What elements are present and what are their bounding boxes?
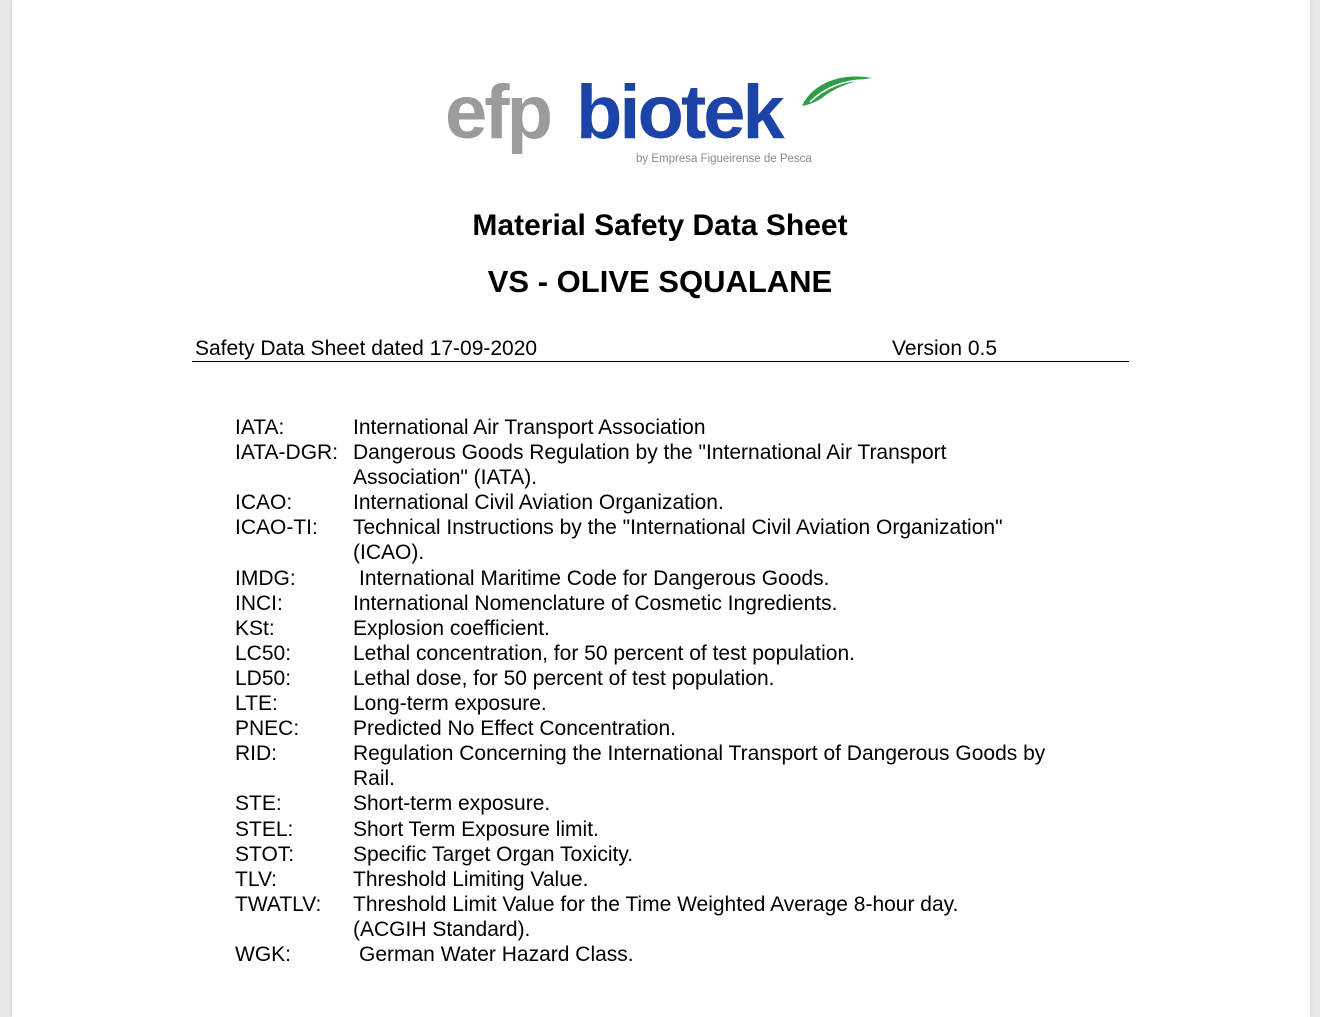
sheet-date: Safety Data Sheet dated 17-09-2020 <box>195 337 538 360</box>
glossary-row <box>235 817 1095 842</box>
glossary-definition: International Maritime Code for Dangerous Goods. <box>359 566 830 590</box>
glossary-term: ICAO: <box>235 491 293 515</box>
glossary-definition: Technical Instructions by the "International Civil Aviation Organization" (ICAO). <box>353 516 1003 565</box>
glossary-row <box>235 440 1095 490</box>
glossary-definition: Lethal concentration, for 50 percent of test population. <box>353 641 856 665</box>
glossary-term: LC50: <box>235 641 292 665</box>
glossary-term: STE: <box>235 792 282 816</box>
glossary-definition: Dangerous Goods Regulation by the "International Air Transport Association" (IATA). <box>353 441 947 490</box>
glossary-row <box>235 591 1095 616</box>
glossary-term: IMDG: <box>235 566 296 590</box>
glossary-term: STEL: <box>235 817 294 841</box>
glossary-term: LTE: <box>235 692 278 716</box>
glossary-term: STOT: <box>235 842 295 866</box>
glossary-definition: Lethal dose, for 50 percent of test population. <box>353 666 775 690</box>
glossary-row <box>235 741 1095 791</box>
glossary-definition: Explosion coefficient. <box>353 616 550 640</box>
abbreviations-glossary <box>235 415 1095 967</box>
glossary-term: TWATLV: <box>235 892 322 916</box>
glossary-definition: Short Term Exposure limit. <box>353 817 599 841</box>
logo-efp-text: efp <box>445 70 550 155</box>
glossary-row <box>235 616 1095 641</box>
glossary-row <box>235 716 1095 741</box>
glossary-definition: International Nomenclature of Cosmetic Ingredients. <box>353 591 838 615</box>
glossary-row <box>235 791 1095 816</box>
document-title: Material Safety Data Sheet <box>472 209 848 242</box>
header-divider <box>192 361 1129 362</box>
product-name: VS - OLIVE SQUALANE <box>487 264 833 299</box>
glossary-row <box>235 942 1095 967</box>
glossary-definition: Regulation Concerning the International Transport of Dangerous Goods by Rail. <box>353 742 1046 791</box>
glossary-row <box>235 566 1095 591</box>
glossary-definition: Long-term exposure. <box>353 692 547 716</box>
glossary-definition: German Water Hazard Class. <box>359 942 634 966</box>
glossary-row <box>235 415 1095 440</box>
glossary-definition: Threshold Limit Value for the Time Weighted Average 8-hour day. (ACGIH Standard). <box>353 892 959 941</box>
glossary-term: IATA-DGR: <box>235 441 339 465</box>
glossary-definition: Threshold Limiting Value. <box>353 867 589 891</box>
glossary-definition: Specific Target Organ Toxicity. <box>353 842 634 866</box>
glossary-row <box>235 892 1095 942</box>
glossary-definition: International Air Transport Association <box>353 416 706 439</box>
glossary-term: KSt: <box>235 616 275 640</box>
glossary-term: LD50: <box>235 666 292 690</box>
glossary-row <box>235 515 1095 565</box>
logo-biotek-text: biotek <box>576 70 782 155</box>
glossary-row <box>235 490 1095 515</box>
efpbiotek-logo <box>440 68 880 168</box>
glossary-row <box>235 666 1095 691</box>
glossary-term: TLV: <box>235 867 278 891</box>
glossary-term: IATA: <box>235 416 285 439</box>
glossary-definition: Short-term exposure. <box>353 792 551 816</box>
logo-graphic <box>440 68 880 168</box>
glossary-term: PNEC: <box>235 717 300 741</box>
glossary-term: RID: <box>235 742 277 766</box>
glossary-row <box>235 641 1095 666</box>
glossary-term: INCI: <box>235 591 283 615</box>
glossary-row <box>235 867 1095 892</box>
glossary-row <box>235 842 1095 867</box>
glossary-term: WGK: <box>235 942 291 966</box>
glossary-row <box>235 691 1095 716</box>
sheet-version: Version 0.5 <box>892 337 998 360</box>
leaf-icon <box>802 76 872 106</box>
glossary-definition: Predicted No Effect Concentration. <box>353 717 676 741</box>
glossary-term: ICAO-TI: <box>235 516 318 540</box>
glossary-definition: International Civil Aviation Organization. <box>353 491 724 515</box>
logo-tagline: by Empresa Figueirense de Pesca <box>636 153 812 165</box>
